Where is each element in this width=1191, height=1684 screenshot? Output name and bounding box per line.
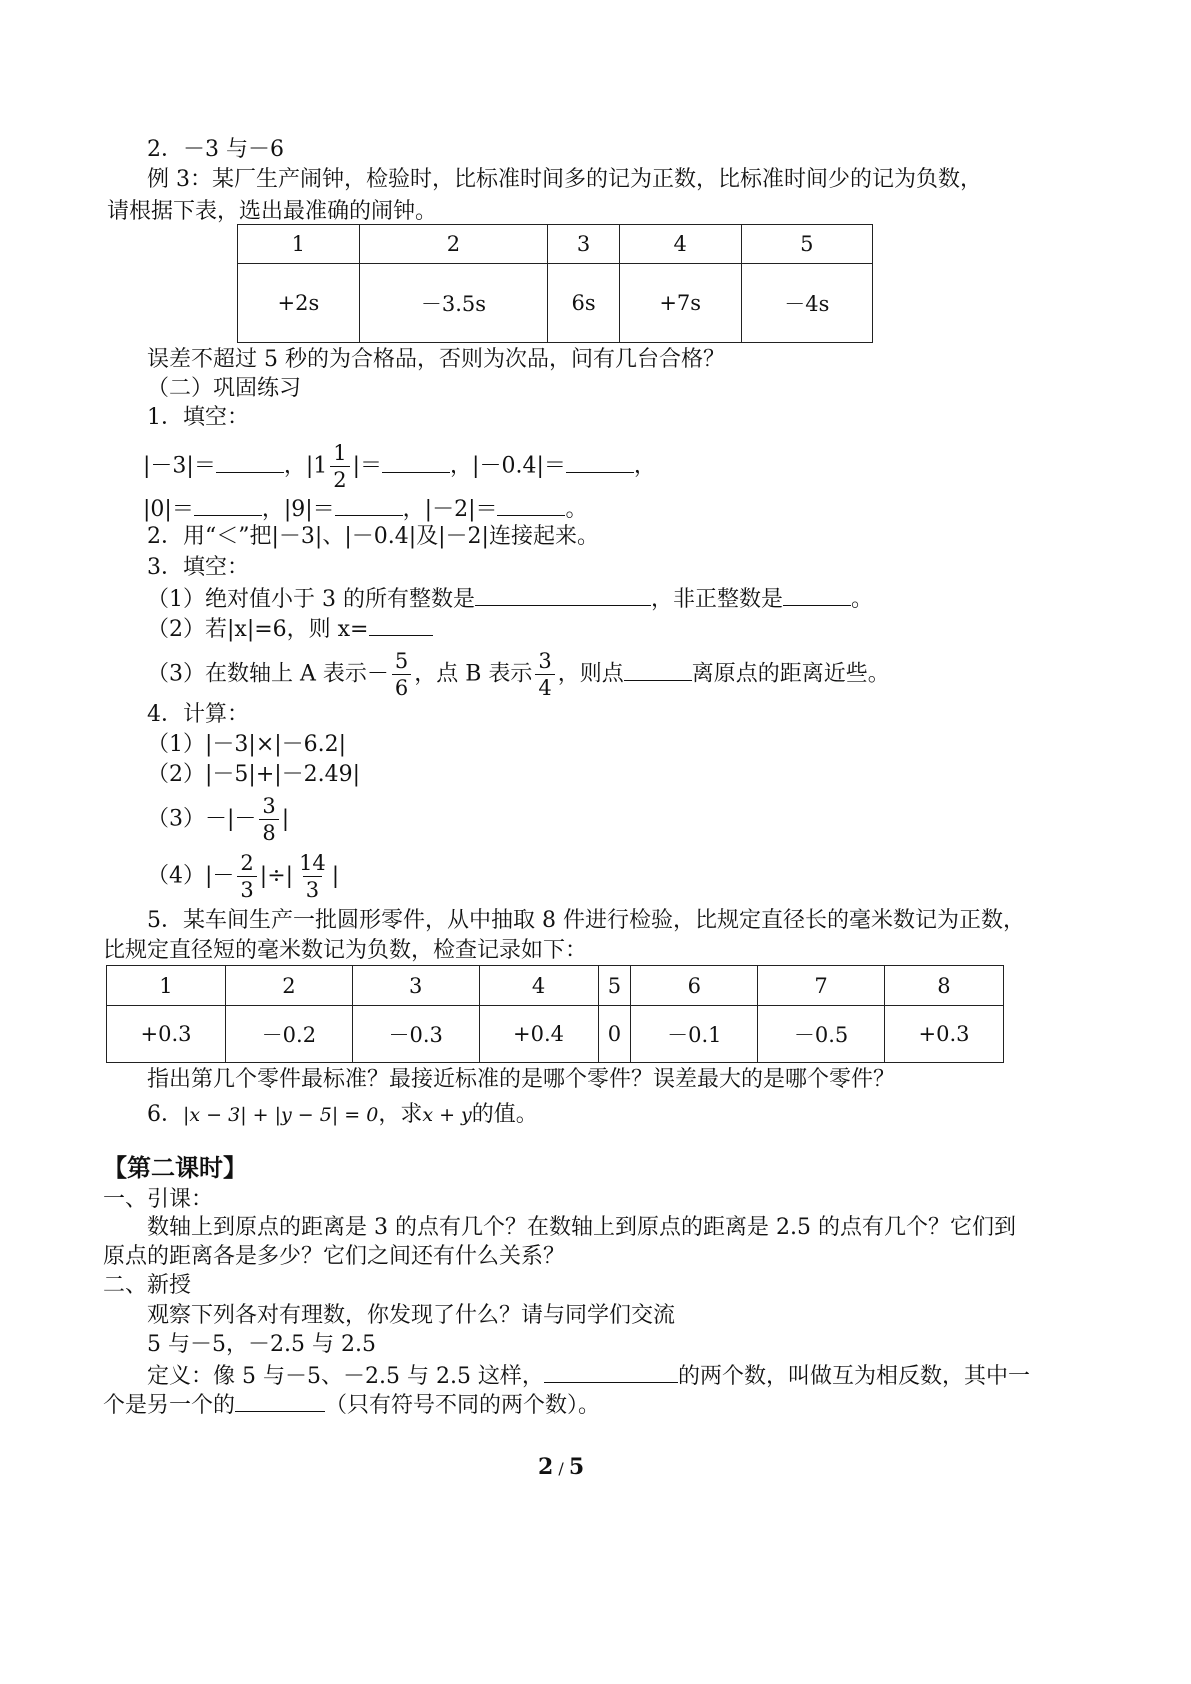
intro-line2: 原点的距离各是多少？它们之间还有什么关系？ (103, 1244, 566, 1269)
answer-blank[interactable] (235, 1389, 325, 1412)
table1-header: 1 (238, 225, 360, 264)
question-1: 1．填空： (147, 405, 249, 430)
question-5-line2: 比规定直径短的毫米数记为负数，检查记录如下： (103, 938, 588, 963)
table2-value: －0.1 (631, 1006, 758, 1063)
fraction-14-3: $\frac{14}{3}$ (299, 851, 326, 902)
qualified-question: 误差不超过 5 秒的为合格品，否则为次品，问有几台合格？ (147, 347, 725, 372)
table1-header: 2 (359, 225, 548, 264)
table2-header: 6 (631, 966, 758, 1006)
page-number: 2 / 5 (538, 1454, 585, 1480)
table2-value: －0.3 (352, 1006, 479, 1063)
parts-question: 指出第几个零件最标准？最接近标准的是哪个零件？误差最大的是哪个零件？ (147, 1067, 896, 1092)
answer-blank[interactable] (335, 493, 403, 516)
question-4-4: （4）|－ $\frac{2}{3}$ |÷| $\frac{14}{3}$ | (147, 851, 340, 902)
table2-header: 2 (225, 966, 352, 1006)
clock-error-table (237, 224, 873, 343)
question-3-3: （3）在数轴上 A 表示－ $\frac{5}{6}$ ，点 B 表示 $\frac{3}{4}$ ，则点 离原点的距离近些。 (147, 649, 890, 700)
fraction-5-6: $\frac{5}{6}$ (392, 648, 411, 701)
table2-header: 1 (107, 966, 226, 1006)
question-2: 2．用“＜”把|－3|、|－0.4|及|－2|连接起来。 (147, 524, 599, 549)
answer-blank[interactable] (194, 493, 262, 516)
question-3-1: （1）绝对值小于 3 的所有整数是 ，非正整数是 。 (147, 583, 873, 615)
question-4-2: （2）|－5|+|－2.49| (147, 762, 361, 787)
table2-value: +0.3 (107, 1006, 226, 1063)
answer-blank[interactable] (216, 450, 284, 473)
table2-header: 4 (479, 966, 598, 1006)
section-title-practice: （二）巩固练习 (147, 376, 302, 401)
table1-value: +2s (238, 264, 360, 343)
parts-error-table (106, 965, 1004, 1063)
number-pairs: 5 与－5，－2.5 与 2.5 (147, 1332, 376, 1357)
definition-line1: 定义：像 5 与－5、－2.5 与 2.5 这样， 的两个数，叫做互为相反数，其中一 (147, 1360, 1030, 1392)
table2-value: +0.3 (884, 1006, 1003, 1063)
question-5-line1: 5．某车间生产一批圆形零件，从中抽取 8 件进行检验，比规定直径长的毫米数记为正数， (147, 908, 1025, 933)
fraction-3-8: $\frac{3}{8}$ (259, 793, 278, 846)
answer-blank[interactable] (566, 450, 634, 473)
question-3: 3．填空： (147, 555, 249, 580)
table2-value: －0.5 (758, 1006, 885, 1063)
fraction-2-3: $\frac{2}{3}$ (237, 850, 256, 903)
table2-value: －0.2 (225, 1006, 352, 1063)
table1-value: +7s (619, 264, 741, 343)
intro-title: 一、引课： (103, 1187, 214, 1212)
observe-text: 观察下列各对有理数，你发现了什么？请与同学们交流 (147, 1303, 676, 1328)
answer-blank[interactable] (369, 613, 433, 636)
table1-value: 6s (548, 264, 620, 343)
question-1-row2: |0|＝ ，|9|＝ ，|－2|＝ 。 (143, 493, 588, 525)
table2-header: 5 (598, 966, 631, 1006)
question-1-row1: |－3|＝ ，|1 $\frac{1}{2}$ |＝ ，|－0.4|＝ ， (143, 441, 656, 492)
table1-header: 4 (619, 225, 741, 264)
new-lesson-title: 二、新授 (103, 1273, 192, 1298)
question-4-1: （1）|－3|×|－6.2| (147, 732, 347, 757)
answer-blank[interactable] (497, 493, 565, 516)
example-3-line1: 例 3：某厂生产闹钟，检验时，比标准时间多的记为正数，比标准时间少的记为负数， (147, 167, 982, 192)
table2-header: 8 (884, 966, 1003, 1006)
question-4-3: （3）－|－ $\frac{3}{8}$ | (147, 794, 290, 845)
absolute-value-equation: |x − 3| + |y − 5| = 0 (183, 1104, 379, 1126)
fraction-3-4: $\frac{3}{4}$ (535, 648, 554, 701)
answer-blank[interactable] (475, 583, 651, 606)
answer-blank[interactable] (624, 658, 692, 681)
table2-value: 0 (598, 1006, 631, 1063)
answer-blank[interactable] (382, 450, 450, 473)
answer-blank[interactable] (544, 1360, 678, 1383)
item-2: 2．－3 与－6 (147, 137, 284, 162)
intro-line1: 数轴上到原点的距离是 3 的点有几个？在数轴上到原点的距离是 2.5 的点有几个？它们到 (147, 1215, 1016, 1240)
table1-header: 5 (741, 225, 872, 264)
question-4: 4．计算： (147, 702, 249, 727)
sum-expression: x + y (422, 1104, 472, 1126)
lesson-2-heading: 【第二课时】 (103, 1154, 247, 1182)
table2-header: 7 (758, 966, 885, 1006)
table2-header: 3 (352, 966, 479, 1006)
table1-header: 3 (548, 225, 620, 264)
table2-value: +0.4 (479, 1006, 598, 1063)
question-3-2: （2）若|x|=6，则 x= (147, 613, 433, 645)
table1-value: －3.5s (359, 264, 548, 343)
table1-value: －4s (741, 264, 872, 343)
question-6: 6．|x − 3| + |y − 5| = 0，求x + y的值。 (147, 1102, 538, 1127)
example-3-line2: 请根据下表，选出最准确的闹钟。 (107, 199, 438, 224)
answer-blank[interactable] (783, 583, 851, 606)
definition-line2: 个是另一个的 （只有符号不同的两个数）。 (103, 1389, 600, 1421)
fraction-1-2: $\frac{1}{2}$ (330, 440, 349, 493)
